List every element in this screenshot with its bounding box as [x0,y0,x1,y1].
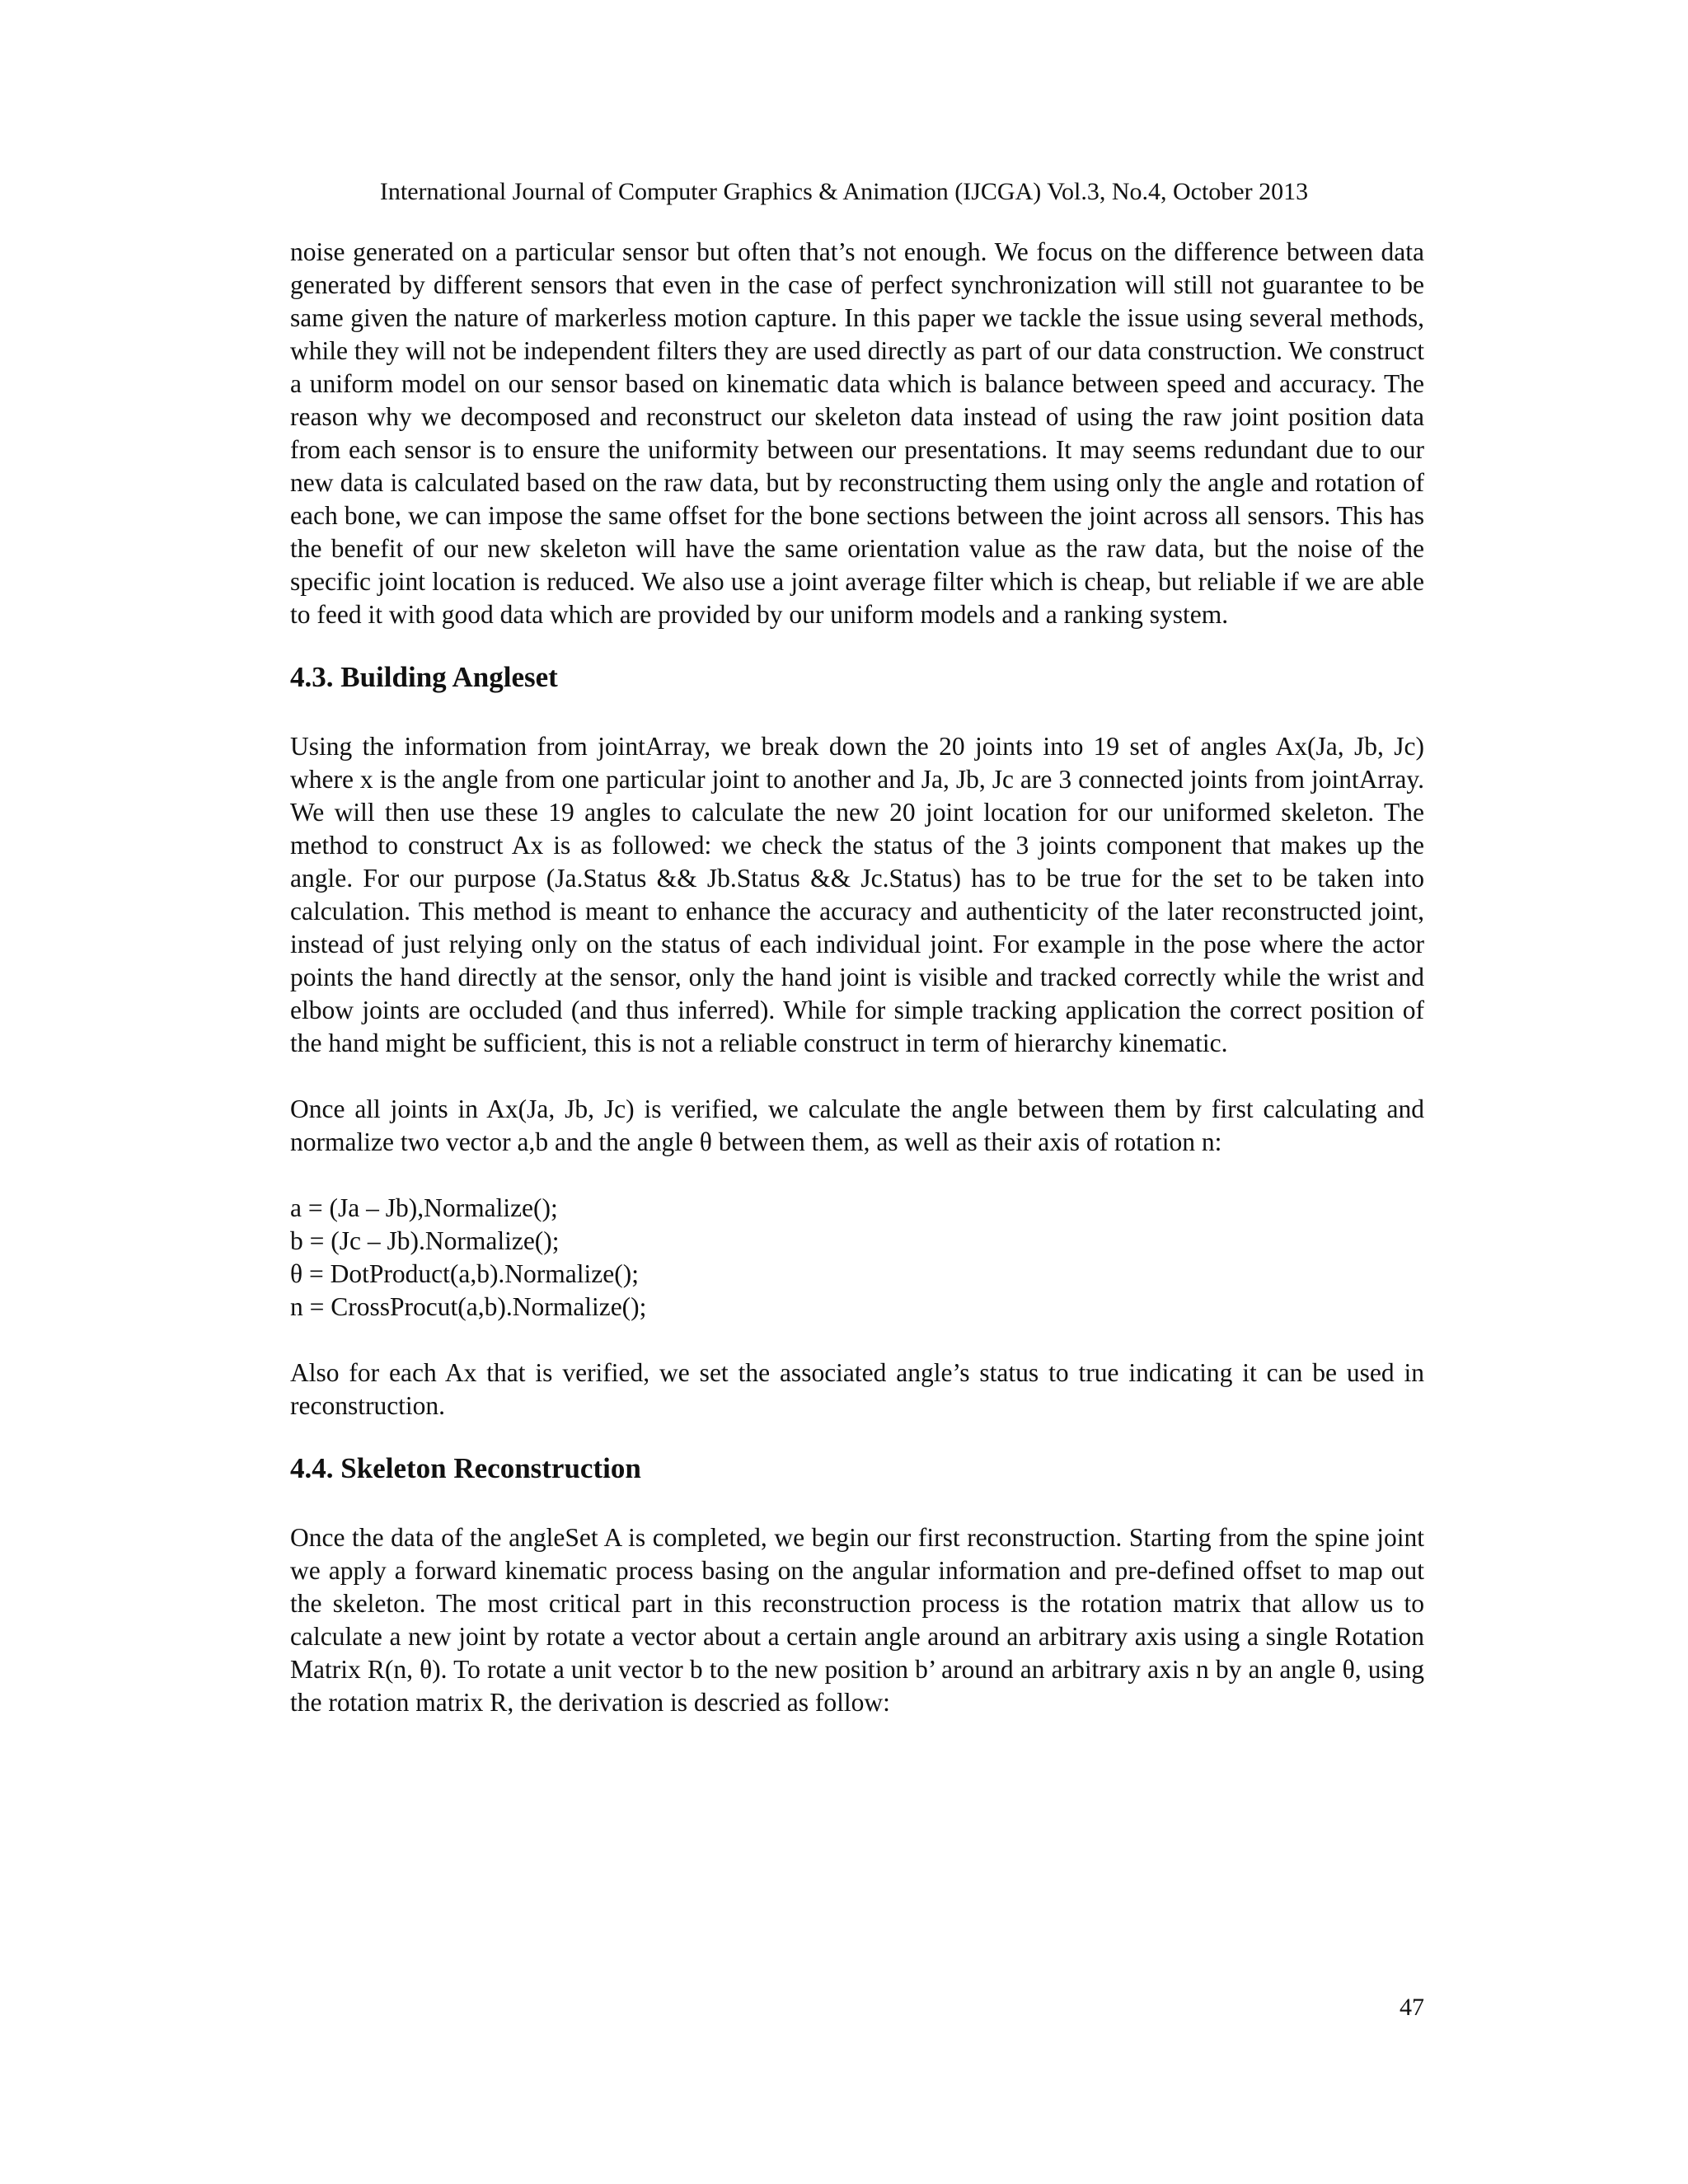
section-heading-reconstruction: 4.4. Skeleton Reconstruction [290,1452,641,1484]
code-line-a: a = (Ja – Jb),Normalize(); [290,1193,558,1222]
spacer [290,631,1424,659]
spacer [290,1422,1424,1451]
running-header: International Journal of Computer Graphics & Animation (IJCGA) Vol.3, No.4, October 2013 [379,178,1309,205]
angleset-paragraph-2: Once all joints in Ax(Ja, Jb, Jc) is verified, we calculate the angle between them by first calculating and normalize two vector a,b and the angle θ between them, as well as their axis of rotation n: [290,1094,1424,1156]
spacer [290,1159,1424,1192]
body-column [290,236,1424,1719]
code-line-b: b = (Jc – Jb).Normalize(); [290,1226,560,1255]
angleset-paragraph-1: Using the information from jointArray, we break down the 20 joints into 19 set of angles Ax(Ja, Jb, Jc) where x is the angle from one particular joint to another and Ja, Jb, Jc are 3 connected joints from jointArray. We will then use these 19 angles to calculate the new 20 joint location for our uniformed skeleton. The method to construct Ax is as followed: we check the status of the 3 joints component that makes up the angle. For our purpose (Ja.Status && Jb.Status && Jc.Status) has to be true for the set to be taken into calculation. This method is meant to enhance the accuracy and authenticity of the later reconstructed joint, instead of just relying only on the status of each individual joint. For example in the pose where the actor points the hand directly at the sensor, only the hand joint is visible and tracked correctly while the wrist and elbow joints are occluded (and thus inferred). While for simple tracking application the correct position of the hand might be sufficient, this is not a reliable construct in term of hierarchy kinematic. [290,732,1424,1057]
code-block [290,1192,1424,1324]
spacer [290,696,1424,730]
angleset-paragraph-3: Also for each Ax that is verified, we set the associated angle’s status to true indicating it can be used in reconstruction. [290,1358,1424,1420]
spacer [290,1487,1424,1521]
reconstruction-paragraph-1: Once the data of the angleSet A is completed, we begin our first reconstruction. Starting from the spine joint we apply a forward kinematic process basing on the angular information and pre-defined offset to map out the skeleton. The most critical part in this reconstruction process is the rotation matrix that allow us to calculate a new joint by rotate a vector about a certain angle around an arbitrary axis using a single Rotation Matrix R(n, θ). To rotate a unit vector b to the new position b’ around an arbitrary axis n by an angle θ, using the rotation matrix R, the derivation is descried as follow: [290,1523,1424,1717]
spacer [290,1324,1424,1357]
spacer [290,1060,1424,1093]
page-number: 47 [1400,1994,1424,2021]
code-line-n: n = CrossProcut(a,b).Normalize(); [290,1292,647,1321]
section-heading-angleset: 4.3. Building Angleset [290,661,558,693]
code-line-theta: θ = DotProduct(a,b).Normalize(); [290,1259,639,1288]
intro-paragraph: noise generated on a particular sensor but often that’s not enough. We focus on the difference between data generated by different sensors that even in the case of perfect synchronization will still not guarantee to be same given the nature of markerless motion capture. In this paper we tackle the issue using several methods, while they will not be independent filters they are used directly as part of our data construction. We construct a uniform model on our sensor based on kinematic data which is balance between speed and accuracy. The reason why we decomposed and reconstruct our skeleton data instead of using the raw joint position data from each sensor is to ensure the uniformity between our presentations. It may seems redundant due to our new data is calculated based on the raw data, but by reconstructing them using only the angle and rotation of each bone, we can impose the same offset for the bone sections between the joint across all sensors. This has the benefit of our new skeleton will have the same orientation value as the raw data, but the noise of the specific joint location is reduced. We also use a joint average filter which is cheap, but reliable if we are able to feed it with good data which are provided by our uniform models and a ranking system. [290,237,1424,629]
